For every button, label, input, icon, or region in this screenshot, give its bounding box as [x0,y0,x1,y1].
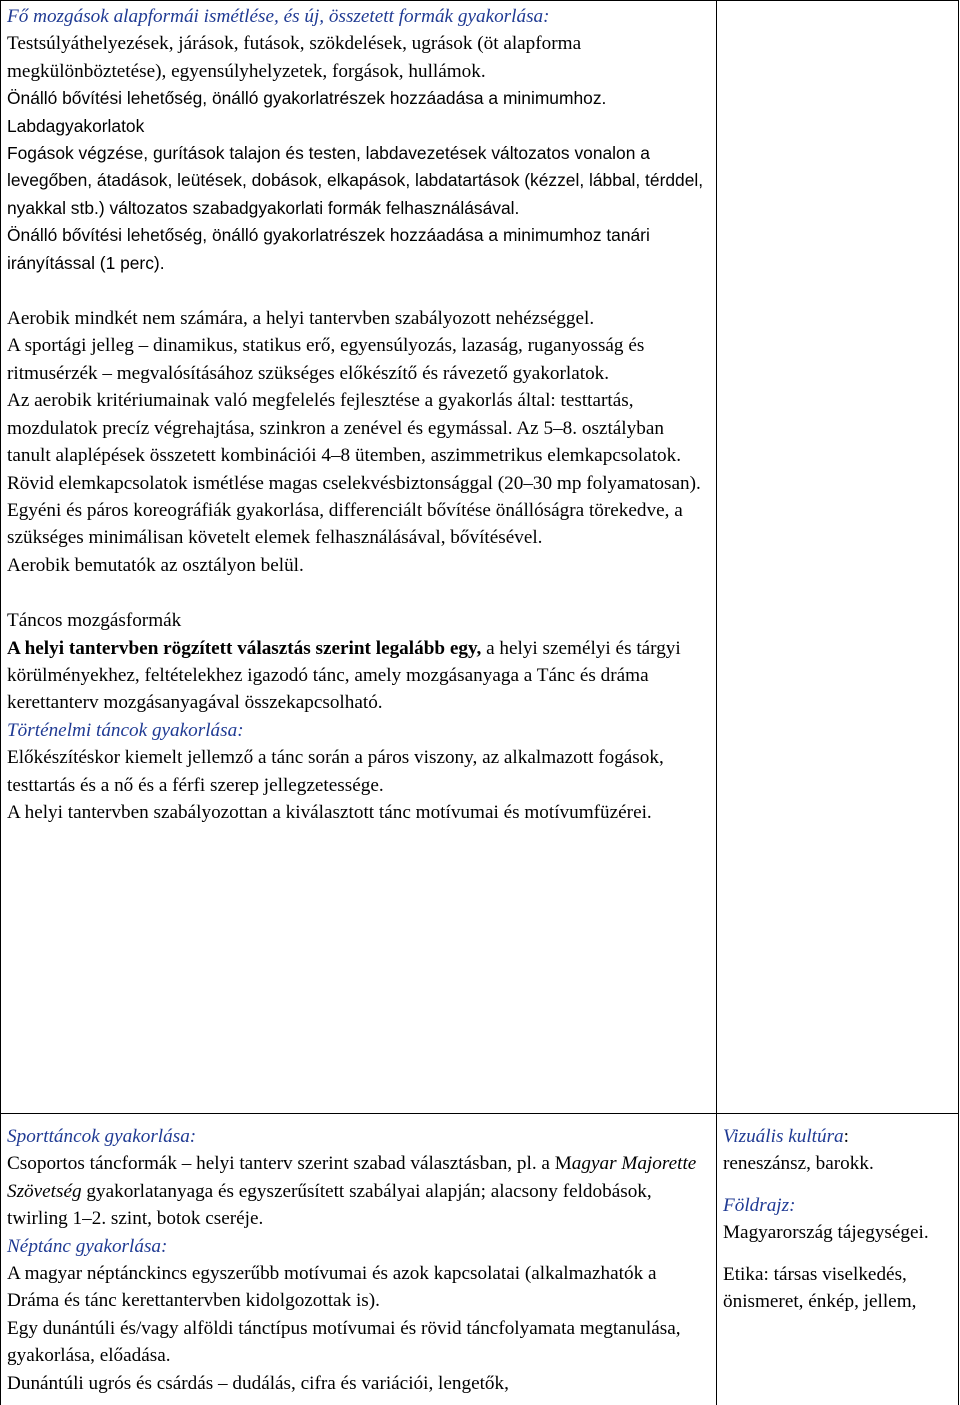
section-sport-dance-text: Csoportos táncformák – helyi tanterv szerint szabad választásban, pl. a Magyar Majorette Szövetség gyakorlatanyaga és egyszerűsített szabályai alapján; alacsony feldobások, twirling 1–2. szint, botok cseréje. [7,1153,697,1230]
table-border-right [958,0,959,1405]
side-geography-text: Magyarország tájegységei. [723,1222,929,1244]
main-column-content [7,3,711,826]
section-aerobic-choreography: Egyéni és páros koreográfiák gyakorlása, differenciált bővítése önállóságra törekedve, a szükséges minimálisan követelt elemek felhasználásával, bővítésével. [7,499,683,549]
main-column-lower [7,1123,711,1397]
side-visual-culture-label: Vizuális kultúra: [723,1126,849,1147]
section-folk-dance-text: A magyar néptánckincs egyszerűbb motívumai és azok kapcsolatai (alkalmazhatók a Dráma és tánc kerettantervben kidolgozottak is). [7,1263,657,1312]
section-ball-heading: Labdagyakorlatok [7,115,145,136]
column-divider [716,0,717,1405]
section-folk-dance-type: Egy dunántúli és/vagy alföldi tánctípus motívumai és rövid táncfolyamata megtanulása, gyakorlása, előadása. [7,1317,681,1367]
majorette-association: agyar Majorette Szövetség [7,1153,697,1202]
section-aerobic-criteria: Az aerobik kritériumainak való megfelelés fejlesztése a gyakorlás által: testtartás, mozdulatok precíz végrehajtása, szinkron a zenével és egymással. Az 5–8. osztályban tanult alaplépések összetett kombinációi 4–8 ütemben, aszimmetrikus elemkapcsolatok. [7,390,682,467]
section-dance-rest: a helyi személyi és tárgyi körülményekhez, feltételekhez igazodó tánc, amely mozgásanyaga a Tánc és dráma kerettanterv mozgásanyagával összekapcsolható. [7,637,681,714]
section-dance-bold: A helyi tantervben rögzített választás szerint legalább egy, [7,637,482,659]
section-aerobic-demo: Aerobik bemutatók az osztályon belül. [7,554,304,576]
section-ball-extension: Önálló bővítési lehetőség, önálló gyakorlatrészek hozzáadása a minimumhoz tanári irányítással (1 perc). [7,225,650,273]
side-visual-culture-text: reneszánsz, barokk. [723,1153,874,1175]
section-movements-text: Testsúlyáthelyezések, járások, futások, szökdelések, ugrások (öt alapforma megkülönböztetése), egyensúlyhelyzetek, forgások, hullámok. [7,33,582,82]
table-border-top [0,0,959,1]
section-ball-text: Fogások végzése, gurítások talajon és testen, labdavezetések változatos vonalon a levegőben, átadások, leütések, dobások, elkapások, labdatartások (kézzel, lábbal, térddel, nyakkal stb.) változatos szabadgyakorlati formák felhasználásával. [7,143,704,218]
section-aerobic-repetition: Rövid elemkapcsolatok ismétlése magas cselekvésbiztonsággal (20–30 mp folyamatosan). [7,472,701,494]
section-movements-heading: Fő mozgások alapformái ismétlése, és új, összetett formák gyakorlása: [7,6,550,27]
section-historical-heading: Történelmi táncok gyakorlása: [7,719,244,741]
section-historical-text: Előkészítéskor kiemelt jellemző a tánc során a páros viszony, az alkalmazott fogások, testtartás és a nő és a férfi szerep jellegzetessége. [7,747,664,796]
side-geography-label: Földrajz: [723,1194,796,1216]
section-aerobic-character: A sportági jelleg – dinamikus, statikus erő, egyensúlyozás, lazaság, ruganyosság és ritmusérzék – megvalósításához szükséges előkészítő és rávezető gyakorlatok. [7,335,645,384]
section-movements-extension: Önálló bővítési lehetőség, önálló gyakorlatrészek hozzáadása a minimumhoz. [7,88,607,109]
side-column-content [723,1123,953,1315]
side-ethics-text: Etika: társas viselkedés, önismeret, énkép, jellem, [723,1263,917,1313]
section-folk-dance-transdanubian: Dunántúli ugrós és csárdás – dudálás, cifra és variációi, lengetők, [7,1372,509,1394]
section-historical-motifs: A helyi tantervben szabályozottan a kiválasztott tánc motívumai és motívumfüzérei. [7,801,652,823]
table-border-left [0,0,1,1405]
section-folk-dance-heading: Néptánc gyakorlása: [7,1235,168,1257]
section-sport-dance-heading: Sporttáncok gyakorlása: [7,1126,197,1147]
section-aerobic-intro: Aerobik mindkét nem számára, a helyi tantervben szabályozott nehézséggel. [7,308,595,330]
section-dance-heading: Táncos mozgásformák [7,610,182,632]
row-divider [0,1113,959,1114]
section-dance-text [7,635,711,717]
